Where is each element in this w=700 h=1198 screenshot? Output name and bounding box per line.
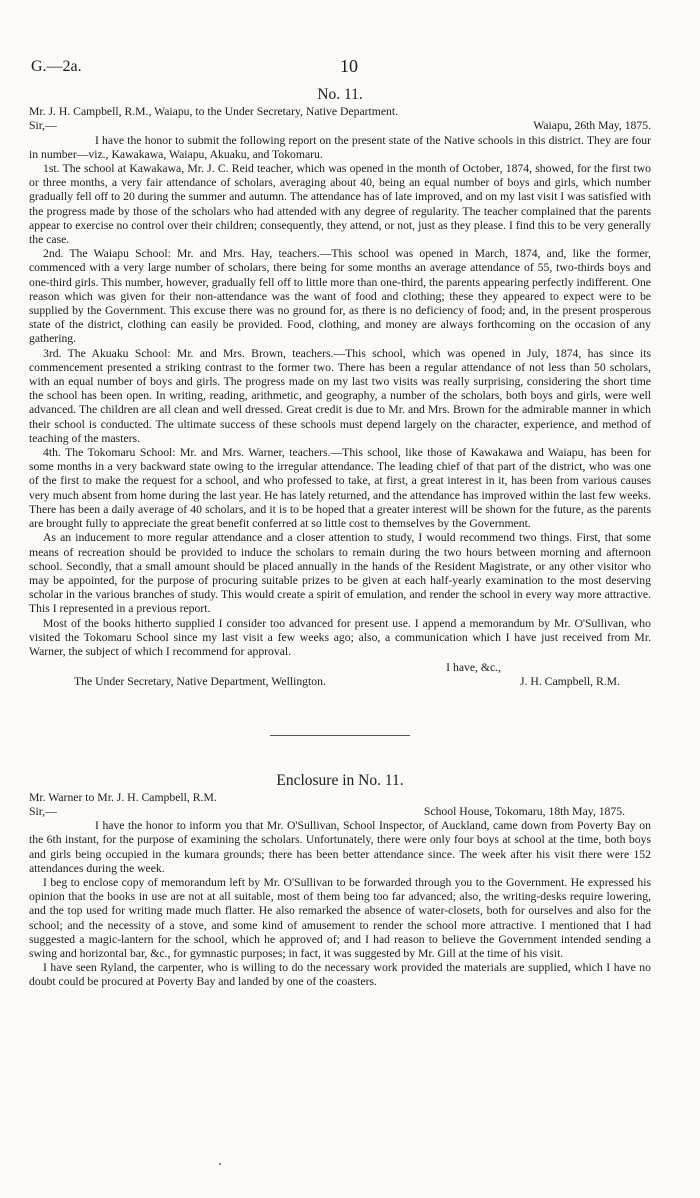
enclosure-heading-row [29,805,651,819]
letter-paragraph: 1st. The school at Kawakawa, Mr. J. C. Reid teacher, which was opened in the month of October, 1874, showed, for the first two or three months, a very fair attendance of scholars, averaging about 40, being an equal number of boys and girls, which number gradually fell off to 20 during the summer and autumn. The attendance has of late improved, and on my last visit I was satisfied with the progress made by those of the scholars who had attended with any degree of regularity. The teacher complained that the parents appear to exercise no control over their children; consequently, they attend, or not, just as they please. I find this to be very generally the case. [29,162,651,247]
letter-paragraph: Most of the books hitherto supplied I consider too advanced for present use. I append a memorandum by Mr. O'Sullivan, who visited the Tokomaru School since my last visit a few weeks ago; also, a communication which I have just received from Mr. Warner, the subject of which I recommend for approval. [29,616,651,658]
section-divider [270,735,410,736]
enclosure-salutation: Sir,— [29,804,57,818]
letter-sign-row [29,675,651,689]
enclosure-title: Enclosure in No. 11. [276,771,404,789]
document-body [29,88,651,990]
print-speck [219,1163,221,1165]
enclosure-paragraph: I beg to enclose copy of memorandum left by Mr. O'Sullivan to be forwarded through you to the Government. He expressed his opinion that the books in use are not at all suitable, most of them being too far advanced; also, the writing-desks require lowering, and the top used for writing made much flatter. He also remarked the absence of water-closets, both for ourselves and also for the school; and the necessity of a stove, and some kind of amusement to render the school more attractive. I mentioned that I had suggested a magic-lantern for the school, which he approved of; and I had reason to believe the Government intended sending a swing and horizontal bar, &c., for gymnastic purposes; in fact, it was suggested by Mr. Gill at the time of his visit. [29,875,651,960]
enclosure-from: Mr. Warner to Mr. J. H. Campbell, R.M. [29,790,217,804]
letter-salutation: Sir,— [29,119,57,133]
enclosure-place-date: School House, Tokomaru, 18th May, 1875. [423,804,625,818]
letter-number: No. 11. [317,86,363,103]
letter-paragraph: 4th. The Tokomaru School: Mr. and Mrs. Warner, teachers.—This school, like those of Kawakawa and Waiapu, has been for some months in a very backward state owing to the irregular attendance. The leading chief of that part of the district, who was one of the first to make the request for a school, and who professed to take, at first, a great interest in it, has been from various causes very much absent from home during the last year. He has lately returned, and the attendance has improved within the last few weeks. There has been a daily average of 40 scholars, and it is to be hoped that a greater interest will be shown for the future, as the parents are brought fully to appreciate the great benefit conferred at so little cost to themselves by the Government. [29,446,651,531]
letter-paragraph: I have the honor to submit the following report on the present state of the Native schools in this district. They are four in number—viz., Kawakawa, Waiapu, Akuaku, and Tokomaru. [29,133,651,161]
letter-signature: J. H. Campbell, R.M. [520,675,620,689]
letter-from: Mr. J. H. Campbell, R.M., Waiapu, to the Under Secretary, Native Department. [29,105,399,119]
header-reference: G.—2a. [31,58,82,75]
page-number: 10 [340,56,358,76]
letter-closing: I have, &c., [446,661,501,675]
letter-paragraph: 2nd. The Waiapu School: Mr. and Mrs. Hay, teachers.—This school was opened in March, 1874, and, like the former, commenced with a very large number of scholars, there being for some months an average attendance of 55, two-thirds boys and one-third girls. This number, however, gradually fell off to little more than one-third, the parents appearing perfectly indifferent. One reason which was given for their non-attendance was the want of food and clothing; these they appeared to expect were to be supplied by the Government. This excuse there was no ground for, as there is no deficiency of food; and, in the present prosperous state of the district, clothing can easily be provided. Food, clothing, and money are always forthcoming on the occasion of any gathering. [29,247,651,346]
letter-place-date: Waiapu, 26th May, 1875. [533,119,651,133]
enclosure-paragraph: I have the honor to inform you that Mr. O'Sullivan, School Inspector, of Auckland, came down from Poverty Bay on the 6th instant, for the purpose of examining the scholars. Unfortunately, there were only four boys at school at the time, both boys and girls being occupied in the kumara grounds; there has been better attendance since. The week after his visit there were 152 attendances during the week. [29,819,651,875]
letter-paragraph: 3rd. The Akuaku School: Mr. and Mrs. Brown, teachers.—This school, which was opened in July, 1874, has since its commencement presented a striking contrast to the former two. There has been a regular attendance of not less than 50 scholars, with an equal number of boys and girls. The progress made on my last two visits was really surprising, considering the short time the school has been open. In writing, reading, arithmetic, and geography, a number of the scholars, both boys and girls, were well advanced. The children are all clean and well dressed. Great credit is due to Mr. and Mrs. Brown for the admirable manner in which their school is conducted. The ultimate success of these schools must depend largely on the character, experience, and method of teaching of the masters. [29,346,651,445]
letter-addressee: The Under Secretary, Native Department, Wellington. [74,675,326,689]
letter-paragraph: As an inducement to more regular attendance and a closer attention to study, I would recommend two things. First, that some means of recreation should be provided to induce the scholars to remain during the two hours between morning and afternoon school. Secondly, that a small amount should be placed annually in the hands of the Resident Magistrate, or any other visitor who may be appointed, for the purpose of procuring suitable prizes to be given at each half-yearly examination to the most deserving scholar in the various branches of study. This would create a spirit of emulation, and render the school in every way more attractive. This I represented in a previous report. [29,531,651,616]
letter-closing-block [29,661,651,689]
enclosure-paragraph: I have seen Ryland, the carpenter, who is willing to do the necessary work provided the materials are supplied, which I have no doubt could be procured at Poverty Bay and landed by one of the coasters. [29,961,651,989]
letter-heading-row [29,119,651,133]
